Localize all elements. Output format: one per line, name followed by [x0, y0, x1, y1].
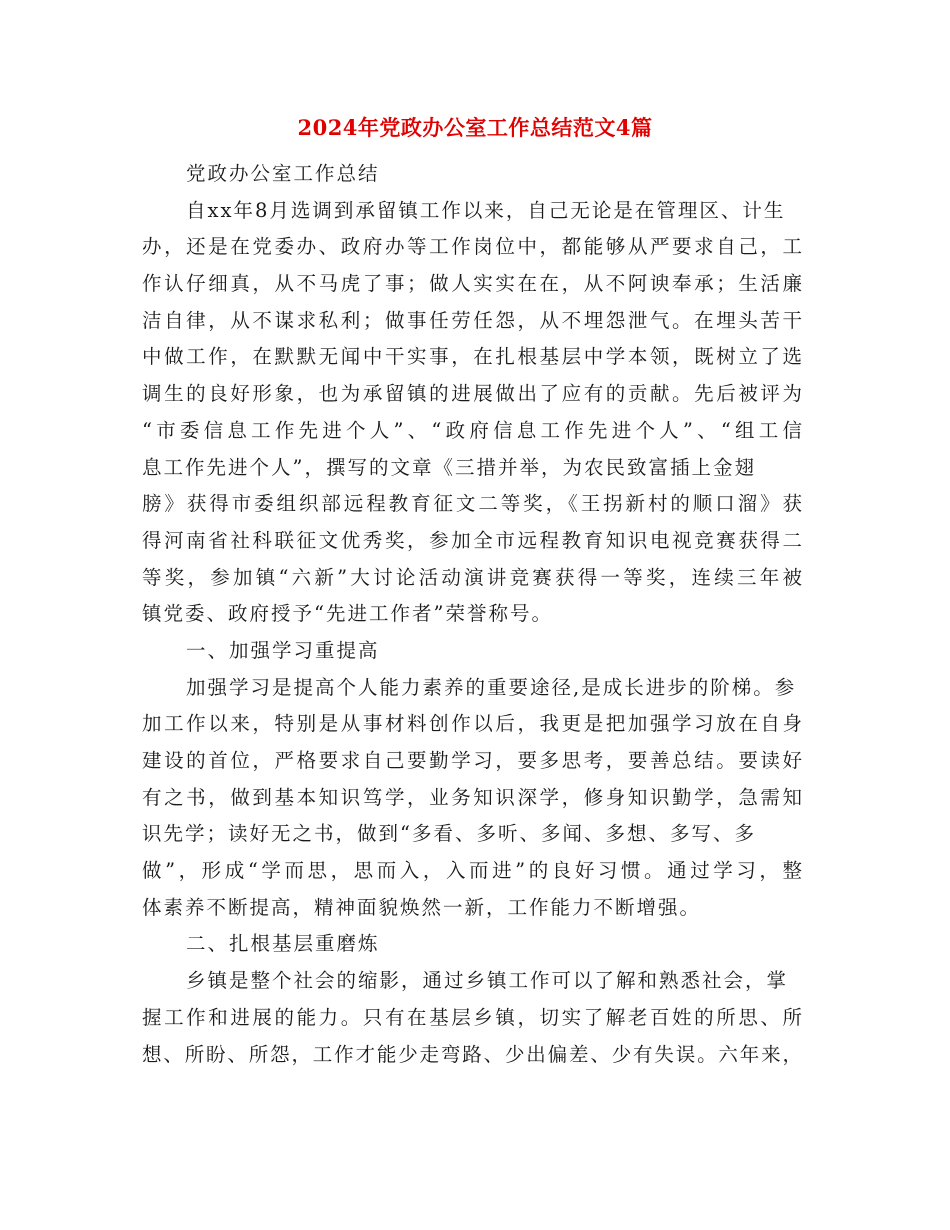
- paragraph-line: 做”，形成“学而思，思而入，入而进”的良好习惯。通过学习，整: [142, 859, 802, 883]
- paragraph-line: 建设的首位，严格要求自己要勤学习，要多思考，要善总结。要读好: [142, 749, 802, 772]
- document-body: [142, 156, 802, 1073]
- paragraph-line: 膀》获得市委组织部远程教育征文二等奖，《王拐新村的顺口溜》获: [142, 492, 802, 516]
- paragraph-line: 想、所盼、所怨，工作才能少走弯路、少出偏差、少有失误。六年来，: [142, 1042, 802, 1066]
- paragraph-line: 得河南省社科联征文优秀奖，参加全市远程教育知识电视竞赛获得二: [142, 528, 802, 552]
- paragraph-line: 自xx年8月选调到承留镇工作以来，自己无论是在管理区、计生: [186, 198, 786, 222]
- paragraph-line: 作认仔细真，从不马虎了事；做人实实在在，从不阿谀奉承；生活廉: [142, 272, 802, 296]
- section-heading: 一、加强学习重提高: [186, 638, 380, 662]
- paragraph-line: 调生的良好形象，也为承留镇的进展做出了应有的贡献。先后被评为: [142, 382, 802, 406]
- document-title: 2024年党政办公室工作总结范文4篇: [297, 115, 653, 140]
- paragraph-line: 加强学习是提高个人能力素养的重要途径,是成长进步的阶梯。参: [186, 675, 797, 699]
- paragraph-line: 体素养不断提高，精神面貌焕然一新，工作能力不断增强。: [142, 895, 702, 919]
- paragraph-line: 办，还是在党委办、政府办等工作岗位中，都能够从严要求自己，工: [142, 235, 802, 259]
- paragraph-line: 息工作先进个人”，撰写的文章《三措并举，为农民致富插上金翅: [142, 455, 756, 479]
- paragraph-line: 镇党委、政府授予“先进工作者”荣誉称号。: [142, 602, 553, 626]
- paragraph-line: 握工作和进展的能力。只有在基层乡镇，切实了解老百姓的所思、所: [142, 1005, 802, 1029]
- paragraph-line: 中做工作，在默默无闻中干实事，在扎根基层中学本领，既树立了选: [142, 345, 802, 369]
- paragraph-line: 加工作以来，特别是从事材料创作以后，我更是把加强学习放在自身: [142, 712, 802, 736]
- paragraph-line: 洁自律，从不谋求私利；做事任劳任怨，从不埋怨泄气。在埋头苦干: [142, 308, 802, 332]
- section-heading: 党政办公室工作总结: [186, 162, 380, 185]
- paragraph-line: 乡镇是整个社会的缩影，通过乡镇工作可以了解和熟悉社会，掌: [186, 969, 789, 993]
- paragraph-line: “市委信息工作先进个人”、“政府信息工作先进个人”、“组工信: [142, 418, 802, 442]
- section-heading: 二、扎根基层重磨炼: [186, 932, 380, 956]
- paragraph-line: 等奖，参加镇“六新”大讨论活动演讲竞赛获得一等奖，连续三年被: [142, 565, 802, 589]
- paragraph-line: 识先学；读好无之书，做到“多看、多听、多闻、多想、多写、多: [142, 822, 756, 846]
- paragraph-line: 有之书，做到基本知识笃学，业务知识深学，修身知识勤学，急需知: [142, 785, 802, 809]
